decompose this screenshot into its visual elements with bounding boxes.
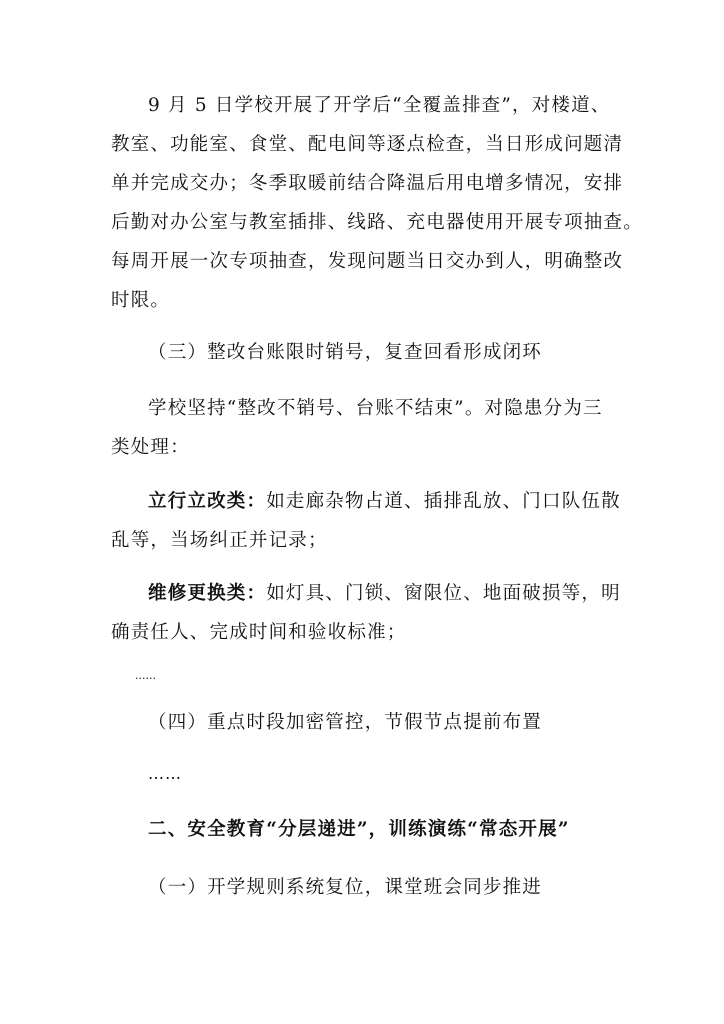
section-heading: （四）重点时段加密管控，节假节点提前布置 xyxy=(148,712,543,733)
item-text: 如灯具、门锁、窗限位、地面破损等，明 xyxy=(266,583,621,604)
section-heading: （一）开学规则系统复位，课堂班会同步推进 xyxy=(148,877,543,898)
ellipsis: ...... xyxy=(135,669,156,682)
item-label: 立行立改类： xyxy=(148,491,267,512)
paragraph-line: 单并完成交办；冬季取暖前结合降温后用电增多情况，安排 xyxy=(111,173,624,194)
paragraph-line: 类处理： xyxy=(111,437,190,458)
paragraph-line: 9 月 5 日学校开展了开学后“全覆盖排查”，对楼道、 xyxy=(148,95,611,116)
item-label: 维修更换类： xyxy=(148,583,267,604)
item-text: 如走廊杂物占道、插排乱放、门口队伍散 xyxy=(266,491,621,512)
list-item xyxy=(148,582,658,606)
paragraph-line: 时限。 xyxy=(111,290,171,311)
paragraph-line: 乱等，当场纠正并记录； xyxy=(111,530,328,551)
paragraph-line: 后勤对办公室与教室插排、线路、充电器使用开展专项抽查。 xyxy=(111,212,643,233)
paragraph-line: 每周开展一次专项抽查，发现问题当日交办到人，明确整改 xyxy=(111,251,624,272)
paragraph-line: 学校坚持“整改不销号、台账不结束”。对隐患分为三 xyxy=(148,398,603,419)
ellipsis: …… xyxy=(148,764,182,783)
section-heading: （三）整改台账限时销号，复查回看形成闭环 xyxy=(148,342,543,363)
section-title: 二、安全教育“分层递进”，训练演练“常态开展” xyxy=(148,819,570,840)
paragraph-line: 确责任人、完成时间和验收标准； xyxy=(111,622,407,643)
list-item xyxy=(148,490,658,514)
paragraph-line: 教室、功能室、食堂、配电间等逐点检查，当日形成问题清 xyxy=(111,134,624,155)
